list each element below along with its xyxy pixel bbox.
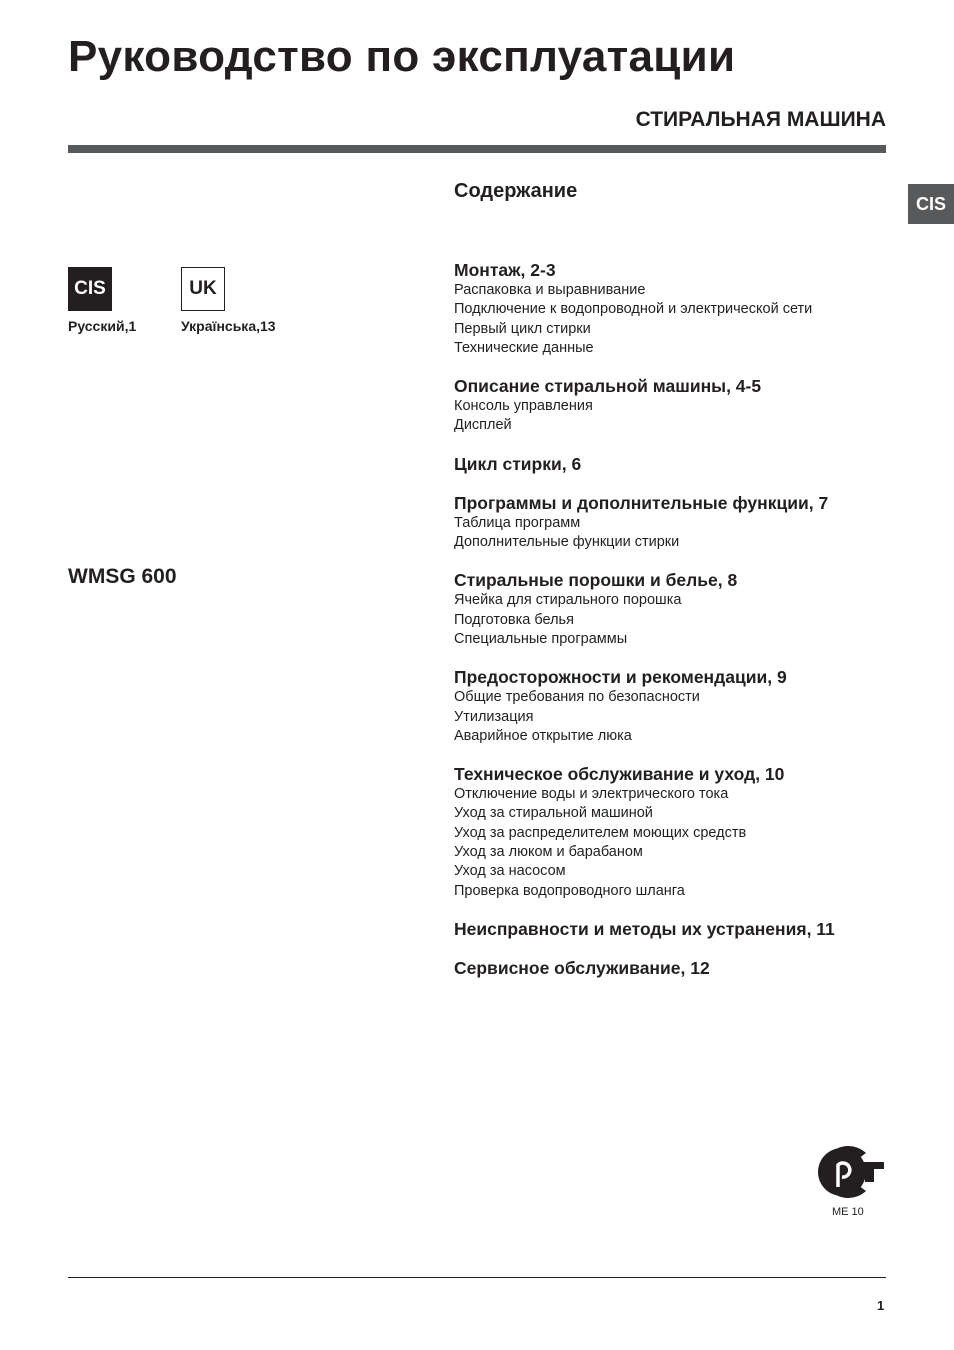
toc-item[interactable]: Первый цикл стирки [454,320,591,337]
toc-section [454,453,894,475]
toc-section [454,957,894,979]
toc-item[interactable]: Отключение воды и электрического тока [454,786,729,803]
table-of-contents [454,259,894,996]
toc-section [454,259,894,358]
toc-section [454,763,894,901]
toc-item[interactable]: Подготовка белья [454,611,574,628]
language-label: Українська,13 [181,318,276,334]
pct-certification-logo [816,1145,886,1199]
toc-section-heading[interactable]: Описание стиральной машины, 4-5 [454,376,762,397]
toc-section-heading[interactable]: Предосторожности и рекомендации, 9 [454,667,787,688]
toc-item[interactable]: Уход за насосом [454,863,566,880]
toc-section-heading[interactable]: Цикл стирки, 6 [454,453,582,474]
footer-divider [68,1277,886,1278]
language-code-badge: UK [181,267,225,311]
toc-item[interactable]: Общие требования по безопасности [454,689,700,706]
toc-item[interactable]: Уход за стиральной машиной [454,805,653,822]
page-number: 1 [877,1298,885,1313]
toc-section [454,492,894,553]
certification-code: ME 10 [832,1206,864,1218]
language-uk[interactable] [181,267,276,334]
language-cis[interactable] [68,267,136,334]
toc-item[interactable]: Технические данные [454,339,594,356]
toc-section-heading[interactable]: Стиральные порошки и белье, 8 [454,570,738,591]
header-divider [68,145,886,153]
toc-section-heading[interactable]: Программы и дополнительные функции, 7 [454,492,829,513]
toc-item[interactable]: Таблица программ [454,514,581,531]
toc-section-heading[interactable]: Неисправности и методы их устранения, 11 [454,918,835,939]
toc-item[interactable]: Специальные программы [454,630,628,647]
toc-item[interactable]: Уход за люком и барабаном [454,844,643,861]
toc-section-heading[interactable]: Сервисное обслуживание, 12 [454,957,710,978]
page-subtitle: СТИРАЛЬНАЯ МАШИНА [635,108,886,131]
toc-item[interactable]: Уход за распределителем моющих средств [454,824,747,841]
toc-item[interactable]: Подключение к водопроводной и электрической сети [454,301,813,318]
toc-item[interactable]: Проверка водопроводного шланга [454,882,685,899]
toc-item[interactable]: Аварийное открытие люка [454,727,632,744]
toc-section-heading[interactable]: Монтаж, 2-3 [454,260,556,280]
toc-item[interactable]: Дисплей [454,417,512,434]
language-label: Русский,1 [68,318,137,334]
toc-item[interactable]: Консоль управления [454,398,593,415]
toc-item[interactable]: Утилизация [454,708,534,725]
toc-item[interactable]: Ячейка для стирального порошка [454,592,682,609]
language-side-tab: CIS [908,184,954,224]
toc-section [454,666,894,746]
page-title: Руководство по эксплуатации [68,32,736,81]
toc-section [454,375,894,436]
contents-title: Содержание [454,180,578,202]
language-code-badge: CIS [68,267,112,311]
model-name: WMSG 600 [68,565,177,588]
toc-section-heading[interactable]: Техническое обслуживание и уход, 10 [454,764,785,785]
toc-section [454,918,894,940]
toc-item[interactable]: Распаковка и выравнивание [454,282,646,298]
toc-section [454,569,894,649]
toc-item[interactable]: Дополнительные функции стирки [454,534,680,551]
